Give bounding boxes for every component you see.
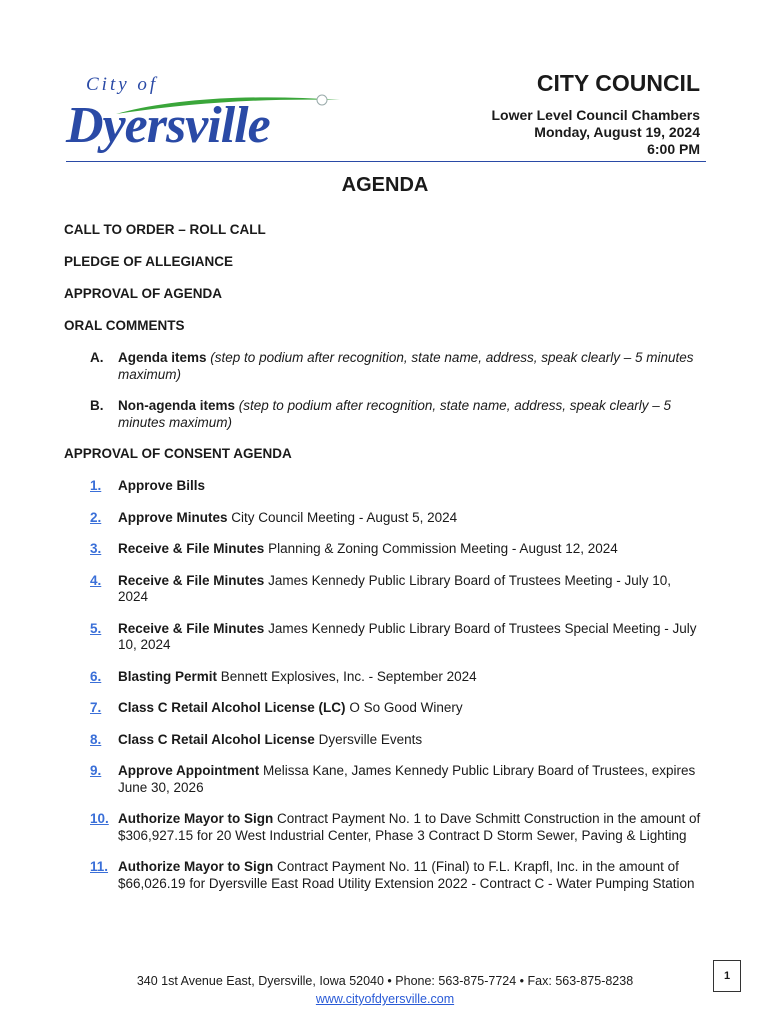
item-letter: B. (90, 398, 104, 413)
item-rest: Bennett Explosives, Inc. - September 2024 (217, 668, 477, 684)
item-bold: Class C Retail Alcohol License (118, 731, 315, 747)
item-bold: Approve Minutes (118, 509, 228, 525)
item-number-link[interactable]: 3. (90, 541, 102, 556)
item-bold: Authorize Mayor to Sign (118, 811, 274, 826)
item-rest: Planning & Zoning Commission Meeting - August 12, 2024 (264, 541, 618, 556)
item-number-link[interactable]: 10. (90, 811, 109, 826)
consent-agenda-list (64, 478, 704, 892)
list-item (64, 859, 704, 892)
item-number-link[interactable]: 11. (90, 859, 109, 874)
footer-website-link[interactable]: www.cityofdyersville.com (315, 992, 455, 1006)
item-rest: James Kennedy Public Library Board of Trustees Special Meeting - July 10, 2024 (118, 620, 697, 652)
list-item (64, 478, 704, 495)
list-item (64, 669, 704, 686)
item-detail: (step to podium after recognition, state name, address, speak clearly – 5 minutes maximum) (118, 398, 672, 430)
logo-dyersville: Dyersville (66, 97, 270, 154)
list-item (64, 732, 704, 749)
item-number-link[interactable]: 6. (90, 668, 102, 684)
logo-city-of: City of (86, 74, 159, 95)
meeting-location: Lower Level Council Chambers (491, 107, 700, 123)
item-rest: Contract Payment No. 11 (Final) to F.L. Krapfl, Inc. in the amount of $66,026.19 for Dyersville East Road Utility Extension 2022 - Contract C - Water Pumping Station (118, 859, 695, 891)
page-footer (0, 972, 770, 1008)
item-bold: Non-agenda items (118, 398, 236, 413)
section-approval-agenda: APPROVAL OF AGENDA (64, 286, 223, 301)
item-number-link[interactable]: 9. (90, 763, 102, 778)
section-consent-agenda: APPROVAL OF CONSENT AGENDA (64, 446, 292, 461)
item-bold: Receive & File Minutes (118, 620, 265, 636)
list-item (64, 510, 704, 527)
agenda-content (64, 222, 704, 907)
item-bold: Class C Retail Alcohol License (LC) (118, 700, 346, 715)
item-bold: Approve Appointment (118, 763, 260, 778)
item-bold: Authorize Mayor to Sign (118, 859, 274, 874)
section-oral-comments: ORAL COMMENTS (64, 318, 185, 333)
list-item (64, 573, 704, 606)
item-number-link[interactable]: 7. (90, 700, 102, 715)
item-bold: Approve Bills (118, 478, 206, 493)
item-rest: James Kennedy Public Library Board of Trustees Meeting - July 10, 2024 (118, 572, 672, 604)
meeting-date: Monday, August 19, 2024 (534, 124, 700, 140)
item-bold: Agenda items (118, 350, 207, 365)
item-rest: Contract Payment No. 1 to Dave Schmitt Construction in the amount of $306,927.15 for 20 West Industrial Center, Phase 3 Contract D Storm Sewer, Paving & Lighting (118, 811, 701, 843)
section-call-to-order: CALL TO ORDER – ROLL CALL (64, 222, 266, 237)
item-bold: Receive & File Minutes (118, 572, 265, 588)
page-number: 1 (713, 960, 741, 992)
item-rest: Melissa Kane, James Kennedy Public Library Board of Trustees, expires June 30, 2026 (118, 763, 696, 795)
list-item (64, 811, 704, 844)
list-item (64, 763, 704, 796)
header-divider (66, 161, 706, 162)
footer-address: 340 1st Avenue East, Dyersville, Iowa 52040 • Phone: 563-875-7724 • Fax: 563-875-8238 (136, 974, 634, 988)
agenda-title: AGENDA (341, 174, 429, 196)
meeting-time: 6:00 PM (647, 141, 700, 157)
section-pledge: PLEDGE OF ALLEGIANCE (64, 254, 234, 269)
item-rest: City Council Meeting - August 5, 2024 (227, 509, 458, 525)
item-number-link[interactable]: 1. (90, 478, 102, 493)
city-logo (66, 74, 356, 166)
list-item (64, 398, 704, 431)
item-number-link[interactable]: 2. (90, 509, 102, 525)
item-number-link[interactable]: 4. (90, 572, 102, 588)
item-bold: Receive & File Minutes (118, 541, 265, 556)
item-number-link[interactable]: 5. (90, 620, 102, 636)
meeting-title: CITY COUNCIL (536, 70, 700, 96)
item-rest: Dyersville Events (314, 731, 423, 747)
item-number-link[interactable]: 8. (90, 731, 102, 747)
meeting-header (492, 70, 701, 158)
item-bold: Blasting Permit (118, 668, 218, 684)
oral-comments-list (64, 350, 704, 431)
list-item (64, 541, 704, 558)
list-item (64, 700, 704, 717)
list-item (64, 350, 704, 383)
item-detail: (step to podium after recognition, state name, address, speak clearly – 5 minutes maximum) (118, 350, 694, 382)
item-letter: A. (90, 350, 104, 365)
item-rest: O So Good Winery (345, 700, 463, 715)
list-item (64, 621, 704, 654)
